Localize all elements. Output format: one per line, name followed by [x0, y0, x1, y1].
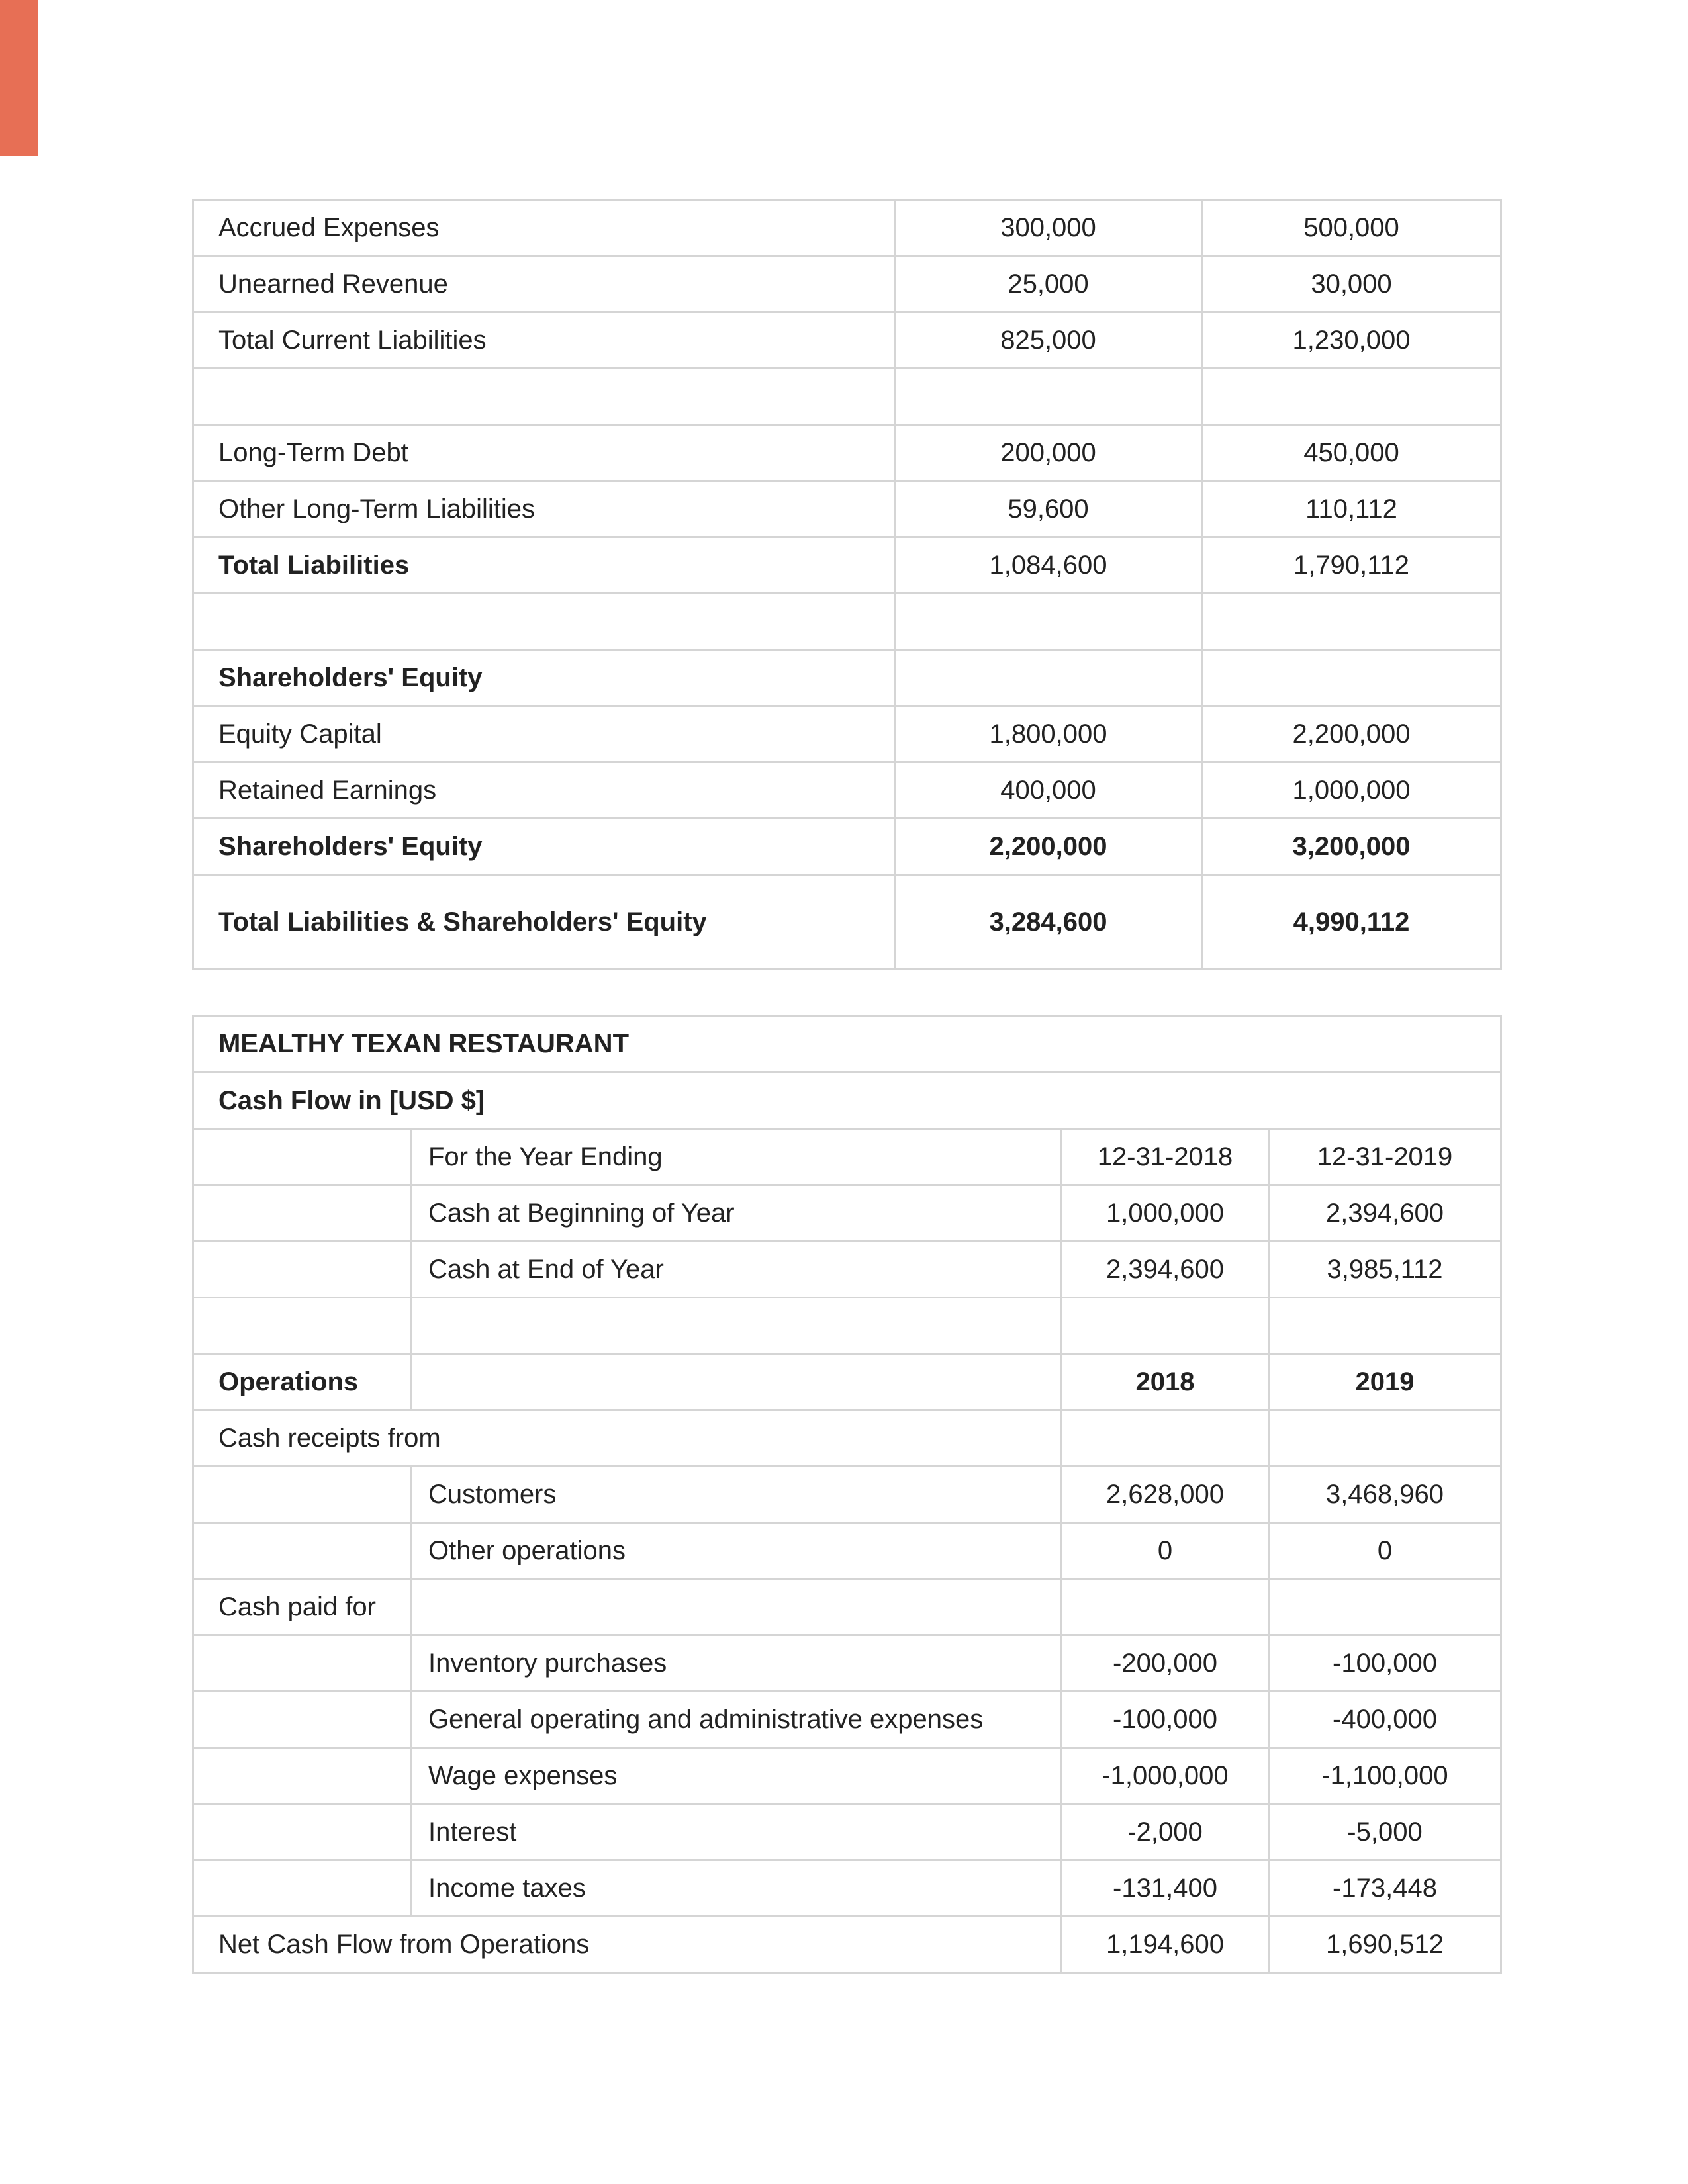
cash-flow-row — [193, 1635, 1501, 1692]
indent-cell — [193, 1860, 412, 1917]
balance-row-label — [193, 369, 895, 425]
balance-row — [193, 425, 1501, 481]
indent-cell — [193, 1242, 412, 1298]
balance-value-2019: 30,000 — [1202, 256, 1501, 312]
cash-flow-value-2018: -100,000 — [1062, 1692, 1269, 1748]
balance-value-2018: 1,084,600 — [895, 537, 1202, 594]
balance-row-label: Shareholders' Equity — [193, 819, 895, 875]
balance-value-2018: 400,000 — [895, 762, 1202, 819]
cash-flow-row — [193, 1860, 1501, 1917]
cash-flow-row — [193, 1523, 1501, 1579]
cash-flow-value-2019: -400,000 — [1269, 1692, 1501, 1748]
cash-flow-row — [193, 1692, 1501, 1748]
cash-flow-item-label: Other operations — [412, 1523, 1062, 1579]
balance-value-2019: 500,000 — [1202, 200, 1501, 256]
balance-row-label: Long-Term Debt — [193, 425, 895, 481]
cash-flow-item-label: Cash at End of Year — [412, 1242, 1062, 1298]
cash-flow-value-2019: 0 — [1269, 1523, 1501, 1579]
cash-flow-row — [193, 1129, 1501, 1185]
balance-value-2019: 2,200,000 — [1202, 706, 1501, 762]
balance-value-2019: 4,990,112 — [1202, 875, 1501, 970]
cash-flow-section-label: Operations — [193, 1354, 412, 1410]
cash-flow-item-label: Interest — [412, 1804, 1062, 1860]
cash-flow-row — [193, 1354, 1501, 1410]
balance-row — [193, 537, 1501, 594]
cash-flow-value-2019: 3,985,112 — [1269, 1242, 1501, 1298]
cash-flow-value-2018: -1,000,000 — [1062, 1748, 1269, 1804]
cash-flow-item-label: For the Year Ending — [412, 1129, 1062, 1185]
cash-flow-value-2019 — [1269, 1410, 1501, 1467]
cash-flow-value-2018: 2,394,600 — [1062, 1242, 1269, 1298]
cash-flow-row — [193, 1748, 1501, 1804]
accent-bar — [0, 0, 38, 156]
indent-cell — [193, 1185, 412, 1242]
balance-row-label: Retained Earnings — [193, 762, 895, 819]
balance-value-2019: 3,200,000 — [1202, 819, 1501, 875]
cash-flow-value-2018: 2,628,000 — [1062, 1467, 1269, 1523]
balance-row-label — [193, 594, 895, 650]
cash-flow-row — [193, 1467, 1501, 1523]
cash-flow-table — [192, 1015, 1502, 1974]
balance-row-label: Other Long-Term Liabilities — [193, 481, 895, 537]
indent-cell — [193, 1692, 412, 1748]
cash-flow-row — [193, 1804, 1501, 1860]
indent-cell — [193, 1523, 412, 1579]
balance-value-2019: 1,230,000 — [1202, 312, 1501, 369]
indent-cell — [193, 1298, 412, 1354]
balance-value-2019: 450,000 — [1202, 425, 1501, 481]
cash-flow-value-2018: 2018 — [1062, 1354, 1269, 1410]
cash-flow-row — [193, 1242, 1501, 1298]
balance-value-2019: 110,112 — [1202, 481, 1501, 537]
empty-cell — [412, 1354, 1062, 1410]
cash-flow-value-2018: 0 — [1062, 1523, 1269, 1579]
balance-value-2019: 1,790,112 — [1202, 537, 1501, 594]
balance-row — [193, 819, 1501, 875]
balance-value-2018: 1,800,000 — [895, 706, 1202, 762]
balance-row — [193, 650, 1501, 706]
balance-value-2019 — [1202, 594, 1501, 650]
cash-flow-value-2018: 1,000,000 — [1062, 1185, 1269, 1242]
balance-row — [193, 706, 1501, 762]
balance-value-2018: 3,284,600 — [895, 875, 1202, 970]
cash-flow-item-label: Income taxes — [412, 1860, 1062, 1917]
balance-row — [193, 594, 1501, 650]
balance-value-2019 — [1202, 369, 1501, 425]
cash-flow-value-2018: 12-31-2018 — [1062, 1129, 1269, 1185]
cash-flow-group-label: Net Cash Flow from Operations — [193, 1917, 1062, 1973]
empty-cell — [412, 1579, 1062, 1635]
balance-row — [193, 762, 1501, 819]
cash-flow-value-2018: -2,000 — [1062, 1804, 1269, 1860]
balance-row-label: Shareholders' Equity — [193, 650, 895, 706]
company-name: MEALTHY TEXAN RESTAURANT — [193, 1016, 1501, 1072]
indent-cell — [193, 1129, 412, 1185]
balance-row-label: Total Current Liabilities — [193, 312, 895, 369]
cash-flow-value-2019: -5,000 — [1269, 1804, 1501, 1860]
cash-flow-item-label: General operating and administrative expenses — [412, 1692, 1062, 1748]
balance-value-2018: 300,000 — [895, 200, 1202, 256]
balance-row — [193, 875, 1501, 970]
balance-value-2018 — [895, 594, 1202, 650]
balance-sheet-table — [192, 199, 1502, 970]
cash-flow-item-label: Cash at Beginning of Year — [412, 1185, 1062, 1242]
balance-value-2018 — [895, 650, 1202, 706]
cash-flow-row — [193, 1185, 1501, 1242]
cash-flow-subtitle-row — [193, 1072, 1501, 1129]
indent-cell — [193, 1748, 412, 1804]
balance-row-label: Equity Capital — [193, 706, 895, 762]
balance-row — [193, 481, 1501, 537]
indent-cell — [193, 1635, 412, 1692]
cash-flow-subtitle: Cash Flow in [USD $] — [193, 1072, 1501, 1129]
balance-row — [193, 369, 1501, 425]
cash-flow-company-row — [193, 1016, 1501, 1072]
balance-row — [193, 200, 1501, 256]
cash-flow-value-2019: 3,468,960 — [1269, 1467, 1501, 1523]
balance-row-label: Accrued Expenses — [193, 200, 895, 256]
cash-flow-row — [193, 1917, 1501, 1973]
balance-row-label: Total Liabilities — [193, 537, 895, 594]
balance-value-2018 — [895, 369, 1202, 425]
cash-flow-item-label: Wage expenses — [412, 1748, 1062, 1804]
cash-flow-value-2018: 1,194,600 — [1062, 1917, 1269, 1973]
cash-flow-value-2018 — [1062, 1410, 1269, 1467]
cash-flow-value-2018: -131,400 — [1062, 1860, 1269, 1917]
cash-flow-value-2018 — [1062, 1579, 1269, 1635]
cash-flow-item-label — [412, 1298, 1062, 1354]
balance-value-2018: 59,600 — [895, 481, 1202, 537]
cash-flow-value-2019: 2,394,600 — [1269, 1185, 1501, 1242]
cash-flow-value-2019: 12-31-2019 — [1269, 1129, 1501, 1185]
cash-flow-value-2019: -1,100,000 — [1269, 1748, 1501, 1804]
cash-flow-group-label: Cash receipts from — [193, 1410, 1062, 1467]
balance-value-2019 — [1202, 650, 1501, 706]
cash-flow-value-2019 — [1269, 1579, 1501, 1635]
balance-value-2018: 2,200,000 — [895, 819, 1202, 875]
cash-flow-value-2019: -100,000 — [1269, 1635, 1501, 1692]
balance-value-2019: 1,000,000 — [1202, 762, 1501, 819]
balance-value-2018: 25,000 — [895, 256, 1202, 312]
balance-value-2018: 200,000 — [895, 425, 1202, 481]
indent-cell — [193, 1804, 412, 1860]
cash-flow-row — [193, 1579, 1501, 1635]
balance-row-label: Unearned Revenue — [193, 256, 895, 312]
balance-row-label: Total Liabilities & Shareholders' Equity — [193, 875, 895, 970]
cash-flow-group-label: Cash paid for — [193, 1579, 412, 1635]
cash-flow-item-label: Customers — [412, 1467, 1062, 1523]
cash-flow-row — [193, 1410, 1501, 1467]
balance-row — [193, 256, 1501, 312]
balance-row — [193, 312, 1501, 369]
balance-value-2018: 825,000 — [895, 312, 1202, 369]
indent-cell — [193, 1467, 412, 1523]
cash-flow-value-2019 — [1269, 1298, 1501, 1354]
cash-flow-value-2019: 2019 — [1269, 1354, 1501, 1410]
cash-flow-value-2018: -200,000 — [1062, 1635, 1269, 1692]
cash-flow-value-2019: 1,690,512 — [1269, 1917, 1501, 1973]
cash-flow-item-label: Inventory purchases — [412, 1635, 1062, 1692]
cash-flow-value-2019: -173,448 — [1269, 1860, 1501, 1917]
cash-flow-value-2018 — [1062, 1298, 1269, 1354]
cash-flow-row — [193, 1298, 1501, 1354]
